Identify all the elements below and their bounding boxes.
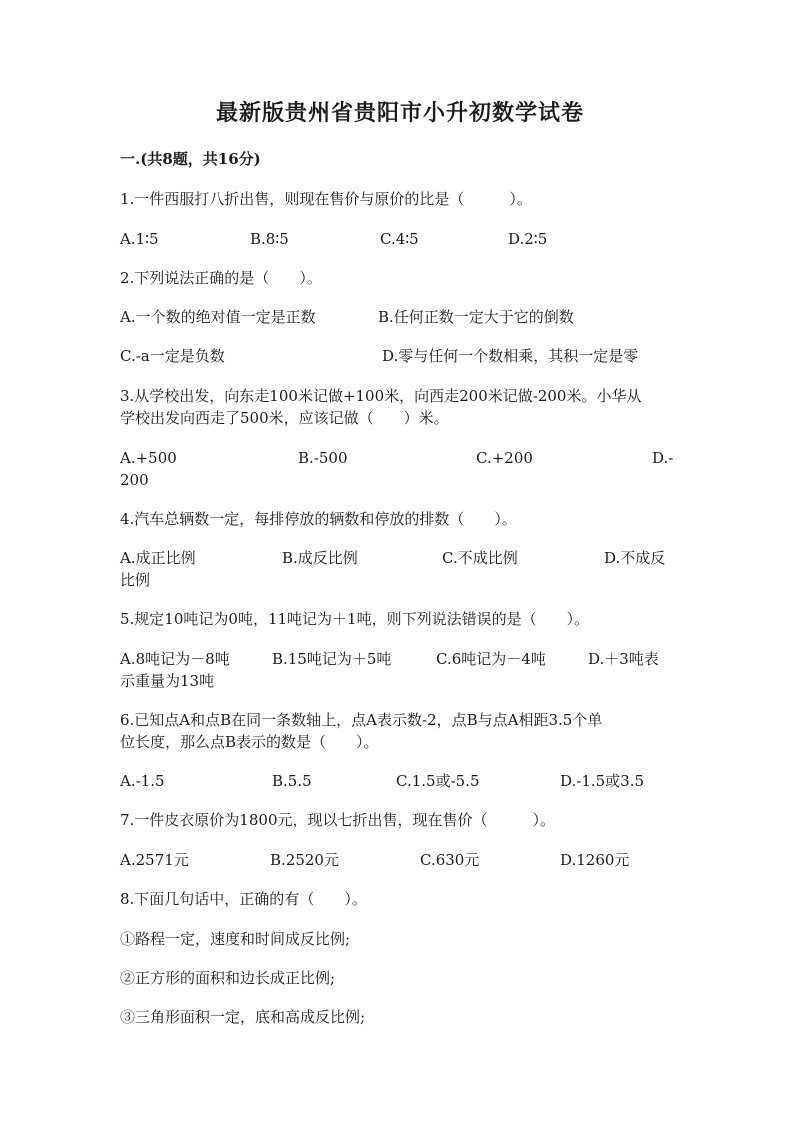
option-c: C.1.5或-5.5 xyxy=(396,772,480,790)
option-c: C.-a一定是负数 xyxy=(120,347,225,365)
page-title: 最新版贵州省贵阳市小升初数学试卷 xyxy=(215,100,584,126)
question-7-stem: 7.一件皮衣原价为1800元，现以七折出售，现在售价（ ）。 xyxy=(120,811,555,829)
question-6-stem-line1: 6.已知点A和点B在同一条数轴上，点A表示数-2，点B与点A相距3.5个单 xyxy=(120,711,603,729)
question-4-stem: 4.汽车总辆数一定，每排停放的辆数和停放的排数（ ）。 xyxy=(120,510,517,528)
option-a: A.8吨记为－8吨 xyxy=(120,650,230,668)
option-b: B.8∶5 xyxy=(250,230,289,248)
question-7-options xyxy=(120,849,680,871)
option-c: C.6吨记为－4吨 xyxy=(436,650,546,668)
question-6-options xyxy=(120,770,680,792)
question-2-options-row1 xyxy=(120,306,680,328)
option-c: C.+200 xyxy=(476,449,533,467)
question-3-stem-line2: 学校出发向西走了500米，应该记做（ ）米。 xyxy=(120,409,449,427)
question-1-options xyxy=(120,228,680,250)
statement-3: ③三角形面积一定，底和高成反比例; xyxy=(120,1008,366,1026)
question-8-stem: 8.下面几句话中，正确的有（ ）。 xyxy=(120,890,367,908)
option-c: C.630元 xyxy=(420,851,480,869)
question-6-stem-line2: 位长度，那么点B表示的数是（ ）。 xyxy=(120,733,379,751)
option-b: B.15吨记为＋5吨 xyxy=(272,650,392,668)
option-d: D.＋3吨表 xyxy=(588,650,659,668)
option-d: D.2∶5 xyxy=(508,230,548,248)
question-2-options-row2 xyxy=(120,345,680,367)
option-c: C.4∶5 xyxy=(380,230,419,248)
option-d: D.-1.5或3.5 xyxy=(560,772,645,790)
question-5-stem: 5.规定10吨记为0吨，11吨记为＋1吨，则下列说法错误的是（ ）。 xyxy=(120,610,590,628)
question-4-options xyxy=(120,547,680,569)
question-4-option-d-wrap: 比例 xyxy=(120,571,151,589)
question-5-option-d-wrap: 示重量为13吨 xyxy=(120,672,215,690)
option-a: A.1∶5 xyxy=(120,230,159,248)
option-b: B.成反比例 xyxy=(282,549,358,567)
question-2-stem: 2.下列说法正确的是（ ）。 xyxy=(120,269,322,287)
question-5-options xyxy=(120,648,680,670)
option-a: A.成正比例 xyxy=(120,549,196,567)
option-b: B.任何正数一定大于它的倒数 xyxy=(378,308,574,326)
section-heading: 一.(共8题，共16分) xyxy=(120,150,261,168)
question-3-options xyxy=(120,447,680,469)
option-d: D.1260元 xyxy=(560,851,630,869)
option-a: A.2571元 xyxy=(120,851,189,869)
option-a: A.+500 xyxy=(120,449,177,467)
statement-2: ②正方形的面积和边长成正比例; xyxy=(120,969,336,987)
option-b: B.-500 xyxy=(298,449,348,467)
option-a: A.-1.5 xyxy=(120,772,165,790)
option-a: A.一个数的绝对值一定是正数 xyxy=(120,308,316,326)
option-d: D.- xyxy=(652,449,674,467)
option-c: C.不成比例 xyxy=(442,549,518,567)
option-b: B.2520元 xyxy=(270,851,339,869)
option-d: D.零与任何一个数相乘，其积一定是零 xyxy=(382,347,639,365)
option-d: D.不成反 xyxy=(604,549,666,567)
statement-1: ①路程一定，速度和时间成反比例; xyxy=(120,930,351,948)
question-3-option-d-wrap: 200 xyxy=(120,471,149,489)
question-1-stem: 1.一件西服打八折出售，则现在售价与原价的比是（ ）。 xyxy=(120,190,532,208)
option-b: B.5.5 xyxy=(272,772,312,790)
question-3-stem-line1: 3.从学校出发，向东走100米记做+100米，向西走200米记做-200米。小华从 xyxy=(120,387,642,405)
